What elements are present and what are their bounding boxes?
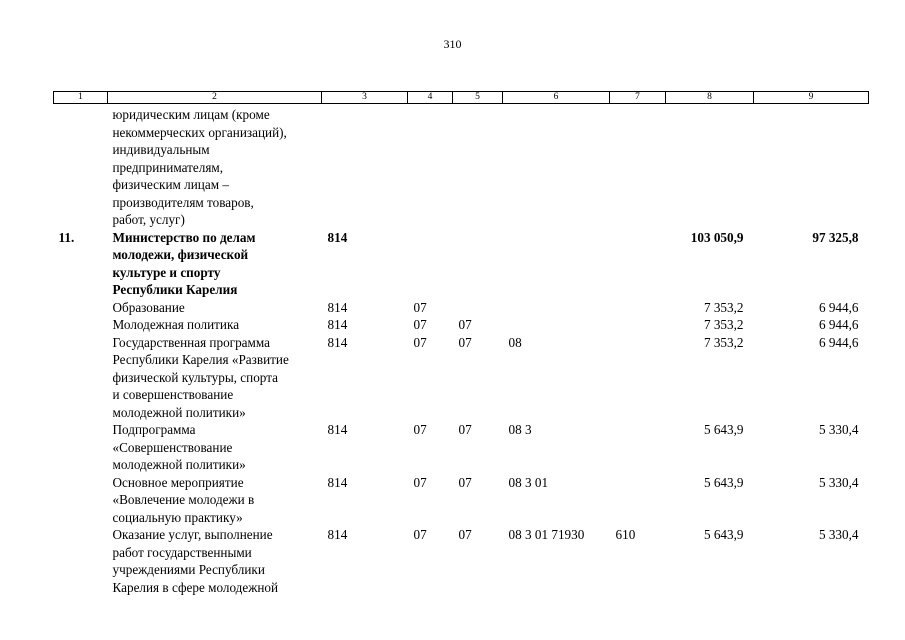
cell-number bbox=[54, 474, 108, 527]
cell-amount-2: 6 944,6 bbox=[818, 299, 859, 315]
cell-subsection: 07 bbox=[458, 422, 472, 437]
table-row bbox=[54, 299, 869, 317]
table-body bbox=[54, 104, 869, 597]
cell-name: Министерство по делам молодежи, физической культуре и спорту Республики Карелия bbox=[112, 229, 256, 297]
cell-expense-type bbox=[610, 104, 666, 229]
cell-section: 07 bbox=[413, 474, 427, 490]
cell-name: Образование bbox=[112, 299, 185, 315]
cell-target-article bbox=[503, 299, 610, 317]
cell-section: 07 bbox=[413, 527, 427, 542]
cell-subsection bbox=[453, 299, 503, 317]
cell-subsection: 07 bbox=[458, 334, 472, 350]
header-col-7: 7 bbox=[610, 92, 666, 104]
cell-ministry-code: 814 bbox=[327, 422, 348, 437]
cell-number bbox=[54, 334, 108, 422]
cell-name: Основное мероприятие «Вовлечение молодежи в социальную практику» bbox=[112, 474, 255, 525]
cell-amount-2: 5 330,4 bbox=[818, 474, 859, 490]
cell-section: 07 bbox=[413, 334, 427, 350]
cell-name: Подпрограмма «Совершенствование молодежной политики» bbox=[112, 422, 246, 472]
cell-number bbox=[54, 104, 108, 229]
cell-number bbox=[54, 316, 108, 334]
cell-amount-1: 7 353,2 bbox=[703, 334, 744, 350]
cell-target-article: 08 3 01 71930 bbox=[508, 527, 585, 542]
cell-ministry-code bbox=[322, 104, 408, 229]
cell-amount-2: 6 944,6 bbox=[818, 334, 859, 350]
table-row bbox=[54, 474, 869, 527]
header-col-9: 9 bbox=[754, 92, 869, 104]
cell-expense-type bbox=[610, 474, 666, 527]
cell-amount-1: 7 353,2 bbox=[703, 317, 744, 332]
cell-target-article: 08 3 01 bbox=[508, 474, 549, 490]
cell-target-article bbox=[503, 104, 610, 229]
cell-number bbox=[54, 526, 108, 596]
cell-amount-2 bbox=[754, 104, 869, 229]
cell-amount-1: 7 353,2 bbox=[703, 299, 744, 315]
cell-amount-2: 5 330,4 bbox=[818, 527, 859, 542]
table-row bbox=[54, 316, 869, 334]
cell-target-article bbox=[503, 316, 610, 334]
cell-number bbox=[54, 299, 108, 317]
cell-subsection: 07 bbox=[458, 474, 472, 490]
cell-expense-type bbox=[610, 316, 666, 334]
cell-expense-type bbox=[610, 334, 666, 422]
cell-number: 11. bbox=[58, 229, 75, 245]
cell-amount-1: 5 643,9 bbox=[703, 422, 744, 437]
cell-amount-2: 97 325,8 bbox=[812, 229, 859, 245]
cell-subsection bbox=[453, 104, 503, 229]
cell-expense-type: 610 bbox=[615, 527, 636, 542]
cell-section bbox=[408, 104, 453, 229]
header-col-2: 2 bbox=[108, 92, 322, 104]
cell-ministry-code: 814 bbox=[327, 299, 348, 315]
header-col-1: 1 bbox=[54, 92, 108, 104]
header-col-8: 8 bbox=[666, 92, 754, 104]
table-row bbox=[54, 104, 869, 229]
cell-expense-type bbox=[610, 421, 666, 474]
budget-table bbox=[53, 91, 869, 596]
cell-subsection bbox=[453, 229, 503, 299]
table-row bbox=[54, 526, 869, 596]
cell-section: 07 bbox=[413, 299, 427, 315]
cell-section bbox=[408, 229, 453, 299]
cell-section: 07 bbox=[413, 317, 427, 332]
header-row bbox=[54, 92, 869, 104]
header-col-6: 6 bbox=[503, 92, 610, 104]
cell-amount-2: 5 330,4 bbox=[818, 422, 859, 437]
cell-name: Оказание услуг, выполнение работ государственными учреждениями Республики Карелия в сфере молодежной bbox=[112, 527, 279, 595]
header-col-4: 4 bbox=[408, 92, 453, 104]
cell-amount-1: 5 643,9 bbox=[703, 527, 744, 542]
cell-amount-1: 5 643,9 bbox=[703, 474, 744, 490]
cell-name: Государственная программа Республики Карелия «Развитие физической культуры, спорта и совершенствование молодежной политики» bbox=[112, 334, 289, 420]
cell-amount-1: 103 050,9 bbox=[690, 229, 744, 245]
cell-target-article: 08 bbox=[508, 334, 522, 350]
cell-target-article: 08 3 bbox=[508, 422, 532, 437]
cell-name: юридическим лицам (кроме некоммерческих организаций), индивидуальным предпринимателям, физическим лицам – производителям товаров, работ, услуг) bbox=[112, 107, 287, 227]
cell-ministry-code: 814 bbox=[327, 229, 348, 245]
header-col-3: 3 bbox=[322, 92, 408, 104]
cell-ministry-code: 814 bbox=[327, 334, 348, 350]
cell-number bbox=[54, 421, 108, 474]
cell-subsection: 07 bbox=[458, 527, 472, 542]
cell-ministry-code: 814 bbox=[327, 474, 348, 490]
cell-amount-2: 6 944,6 bbox=[818, 317, 859, 332]
cell-expense-type bbox=[610, 299, 666, 317]
cell-ministry-code: 814 bbox=[327, 317, 348, 332]
page-number: 310 bbox=[443, 37, 462, 51]
table-row bbox=[54, 229, 869, 299]
cell-section: 07 bbox=[413, 422, 427, 437]
cell-expense-type bbox=[610, 229, 666, 299]
table-row bbox=[54, 334, 869, 422]
cell-ministry-code: 814 bbox=[327, 527, 348, 542]
header-col-5: 5 bbox=[453, 92, 503, 104]
table-row bbox=[54, 421, 869, 474]
cell-target-article bbox=[503, 229, 610, 299]
cell-name: Молодежная политика bbox=[112, 317, 240, 332]
cell-amount-1 bbox=[666, 104, 754, 229]
cell-subsection: 07 bbox=[458, 317, 472, 332]
